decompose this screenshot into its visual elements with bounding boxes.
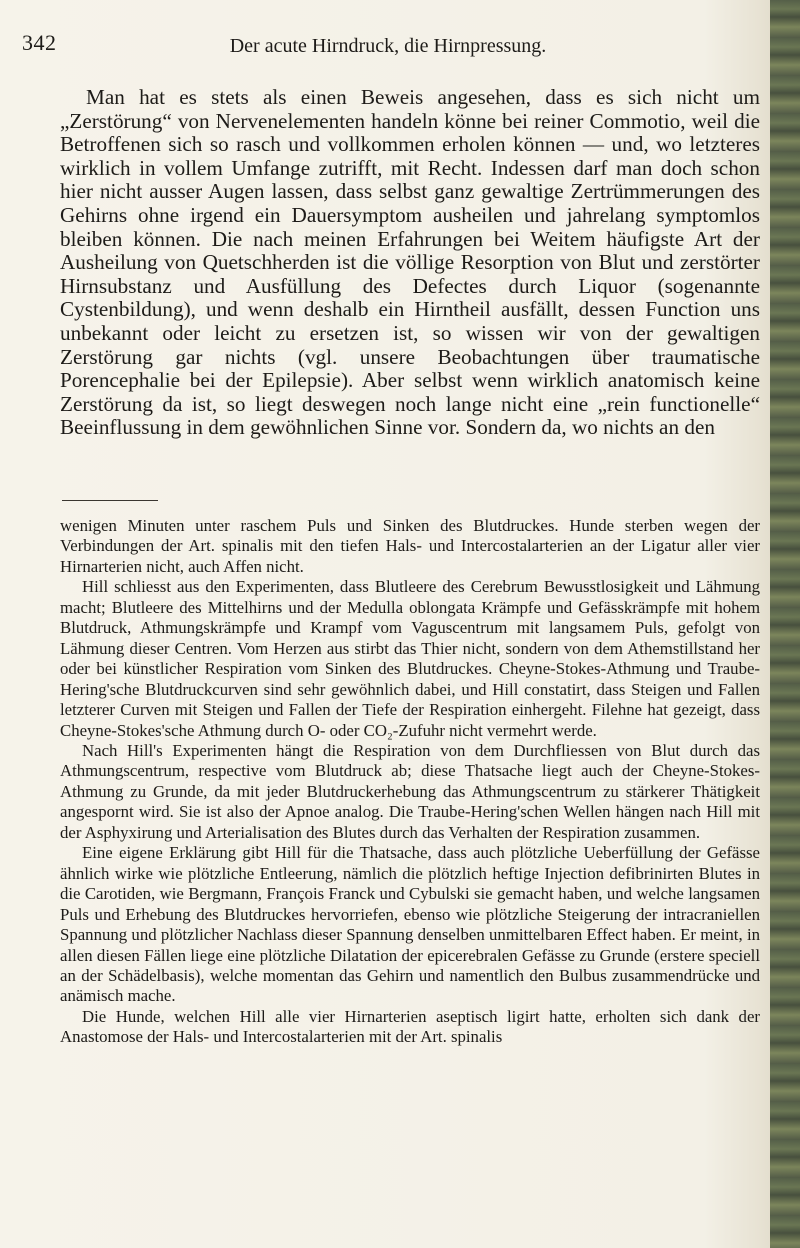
book-edge-shadow: [770, 0, 800, 1248]
footnote-paragraph: Die Hunde, welchen Hill alle vier Hirnarterien aseptisch ligirt hatte, erholten sich dank der Anastomose der Hals- und Intercostalarterien mit der Art. spinalis: [60, 1006, 760, 1047]
page-number: 342: [22, 30, 57, 55]
footnote-paragraph: wenigen Minuten unter raschem Puls und Sinken des Blutdruckes. Hunde sterben wegen der Verbindungen der Art. spinalis mit den tiefen Hals- und Intercostalarterien an der Ligatur aller vier Hirnarterien nicht, auch Affen nicht.: [60, 516, 760, 576]
footnote-divider: [62, 500, 158, 501]
footnote-paragraph: Eine eigene Erklärung gibt Hill für die Thatsache, dass auch plötzliche Ueberfüllung der Gefässe ähnlich wirke wie plötzliche Entleerung, nämlich die plötzlich heftige Injection defibrinirten Blutes in die Carotiden, wie Bergmann, François Franck und Cybulski sie gemacht haben, und welche langsamen Puls und Erhebung des Blutdruckes hervorriefen, ebenso wie plötzliche Steigerung der intracraniellen Spannung und plötzlicher Nachlass dieser Spannung denselben unmittelbaren Effect haben. Er meint, in allen diesen Fällen liege eine plötzliche Dilatation der epicerebralen Gefässe zu Grunde (erstere speciell an der Schädelbasis), welche momentan das Gehirn und namentlich den Bulbus zusammendrücke und anämisch mache.: [60, 843, 760, 1006]
footnotes-block: [60, 516, 760, 1048]
footnote-paragraph: Nach Hill's Experimenten hängt die Respiration von dem Durchfliessen von Blut durch das Athmungscentrum, respective vom Blutdruck ab; diese Thatsache liegt auch der Cheyne-Stokes-Athmung zu Grunde, da mit jeder Blutdruckerhebung das Athmungscentrum zu stärkerer Thätigkeit angespornt wird. Sie ist also der Apnoe analog. Die Traube-Hering'schen Wellen hängen nach Hill mit der Asphyxirung und Arterialisation des Blutes durch das Verhalten der Respiration zusammen.: [60, 740, 760, 842]
running-title: Der acute Hirndruck, die Hirnpressung.: [229, 35, 547, 57]
footnote-paragraph: Hill schliesst aus den Experimenten, dass Blutleere des Cerebrum Bewusstlosigkeit und Lähmung macht; Blutleere des Mittelhirns und der Medulla oblongata Krämpfe und Gefässkrämpfe mit hohem Blutdruck, Athmungskrämpfe und Krampf vom Vaguscentrum mit langsamem Puls, gefolgt von Lähmung dieser Centren. Vom Herzen aus stirbt das Thier nicht, sondern von dem Athemstillstand her oder bei künstlicher Respiration vom Sinken des Blutdruckes. Cheyne-Stokes-Athmung und Traube-Hering'sche Blutdruckcurven sind sehr gewöhnlich dabei, und Hill constatirt, dass Steigen und Fallen letzterer Curven mit Steigen und Fallen der Tiefe der Respiration einhergeht. Filehne hat gezeigt, dass Cheyne-Stokes'sche Athmung durch O- oder CO₂-Zufuhr nicht vermehrt werde.: [60, 577, 760, 740]
main-paragraph: Man hat es stets als einen Beweis angesehen, dass es sich nicht um „Zerstörung“ von Nervenelementen handeln könne bei reiner Commotio, weil die Betroffenen sich so rasch und vollkommen erholen können — und, wo letzteres wirklich in vollem Umfange zutrifft, mit Recht. Indessen darf man doch schon hier nicht ausser Augen lassen, dass selbst ganz gewaltige Zertrümmerungen des Gehirns ohne irgend ein Dauersymptom ausheilen und jahrelang symptomlos bleiben können. Die nach meinen Erfahrungen bei Weitem häufigste Art der Ausheilung von Quetschherden ist die völlige Resorption von Blut und zerstörter Hirnsubstanz und Ausfüllung des Defectes durch Liquor (sogenannte Cystenbildung), und wenn deshalb ein Hirntheil ausfällt, dessen Function uns unbekannt oder leicht zu ersetzen ist, so wissen wir von der gewaltigen Zerstörung gar nichts (vgl. unsere Beobachtungen über traumatische Porencephalie bei der Epilepsie). Aber selbst wenn wirklich anatomisch keine Zerstörung da ist, so liegt deswegen noch lange nicht eine „rein functionelle“ Beeinflussung in dem gewöhnlichen Sinne vor. Sondern da, wo nichts an den: [60, 85, 760, 440]
